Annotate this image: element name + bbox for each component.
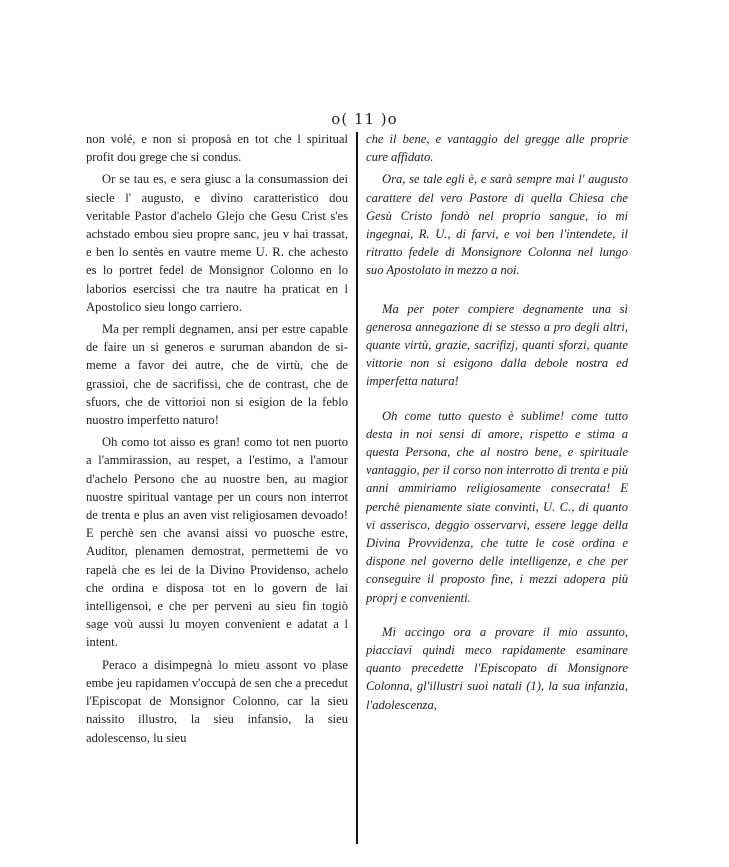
column-divider	[356, 132, 358, 844]
paragraph: Oh come tutto questo è sublime! come tutto desta in noi sensi di amore, rispetto e stima a questa Persona, che al nostro bene, e spirituale vantaggio, per il corso non interrotto di trenta e più anni ammiriamo religiosamente consecrata! E perchè pienamente siate convinti, U. C., di quanto vi asserisco, deggio osservarvi, essere legge della Divina Provvidenza, che tutte le cose ordina e dispone nel governo delle intelligenze, e che per conseguire il proposto fine, i mezzi adopera più proprj e convenienti.	[366, 408, 628, 605]
right-column-italian	[366, 130, 628, 714]
paragraph: Mi accingo ora a provare il mio assunto, piacciavi quindi meco rapidamente esaminare quanto precedette l'Episcopato di Monsignore Colonna, gl'illustri suoi natali (1), la sua infanzia, l'adolescenza,	[366, 624, 628, 712]
paragraph: Peraco a disimpegnà lo mieu assont vo plase embe jeu rapidamen v'occupà de sen che a precedut l'Episcopat de Monsignor Colonno, car la sieu naissito illustro, la sieu infansio, la sieu adolescenso, lu sieu	[86, 657, 348, 745]
spacer	[366, 280, 628, 300]
paragraph: Or se tau es, e sera giusc a la consumassion dei siecle l' augusto, e divino caratteristico dou veritable Pastor d'achelo Glejo che Gesu Crist s'es achstado embou sieu propre sanc, jeu v hai trassat, e ben lo sentès en vautre meme U. R. che achesto es lo portret fedel de Monsignor Colonno en lo laborios esercissi che tra nautre ha praticat en l Apostolico sieu longo carriero.	[86, 172, 348, 314]
paragraph: Ora, se tale egli è, e sarà sempre mai l' augusto carattere del vero Pastore di quella Chiesa che Gesù Cristo fondò nel proprio sangue, io mi ingegnai, R. U., di farvi, e voi ben l'intendete, il ritratto fedele di Monsignore Colonna nel lungo suo Apostolato in mezzo a noi.	[366, 172, 628, 278]
left-column-nicard	[86, 130, 348, 747]
paragraph: Oh como tot aisso es gran! como tot nen puorto a l'ammirassion, au respet, a l'estimo, a l'amour d'achelo Persono che au nuostre ben, au magior nuostre spiritual vantage per un cours non interrot de trenta e plus an aven vist religiosamen devoado! E perchè sen che avansi aissi vo puosche estre, Auditor, plenamen demostrat, permettemi de vo rapelà che es lei de la Divino Providenso, achelo che ordina e disposa tot en lo govern de lai intelligensoi, e che per perveni au sieu fin togiò sage voù aussi lu moyen convenient e adatat a l intent.	[86, 435, 348, 650]
paragraph: Ma per rempli degnamen, ansi per estre capable de faire un si generos e suruman abandon de si-meme a favor dei autre, che de virtù, che de grassioi, che de sacrifissi, che de contrast, che de sfuors, che de vittorioi non si esigion de la feblo nuostro imperfetto naturo!	[86, 322, 348, 428]
spacer	[366, 391, 628, 407]
page-number: o( 11 )o	[331, 110, 398, 128]
paragraph: non volé, e non si proposà en tot che l spiritual profit dou grege che si condus.	[86, 132, 348, 165]
spacer	[366, 607, 628, 623]
paragraph: Ma per poter compiere degnamente una sì generosa annegazione di se stesso a pro degli altri, quante virtù, grazie, sacrifizj, quanti sforzi, quante vittorie non si esigono dalla debole nostra ed imperfetta natura!	[366, 301, 628, 389]
paragraph: che il bene, e vantaggio del gregge alle proprie cure affidato.	[366, 132, 628, 165]
